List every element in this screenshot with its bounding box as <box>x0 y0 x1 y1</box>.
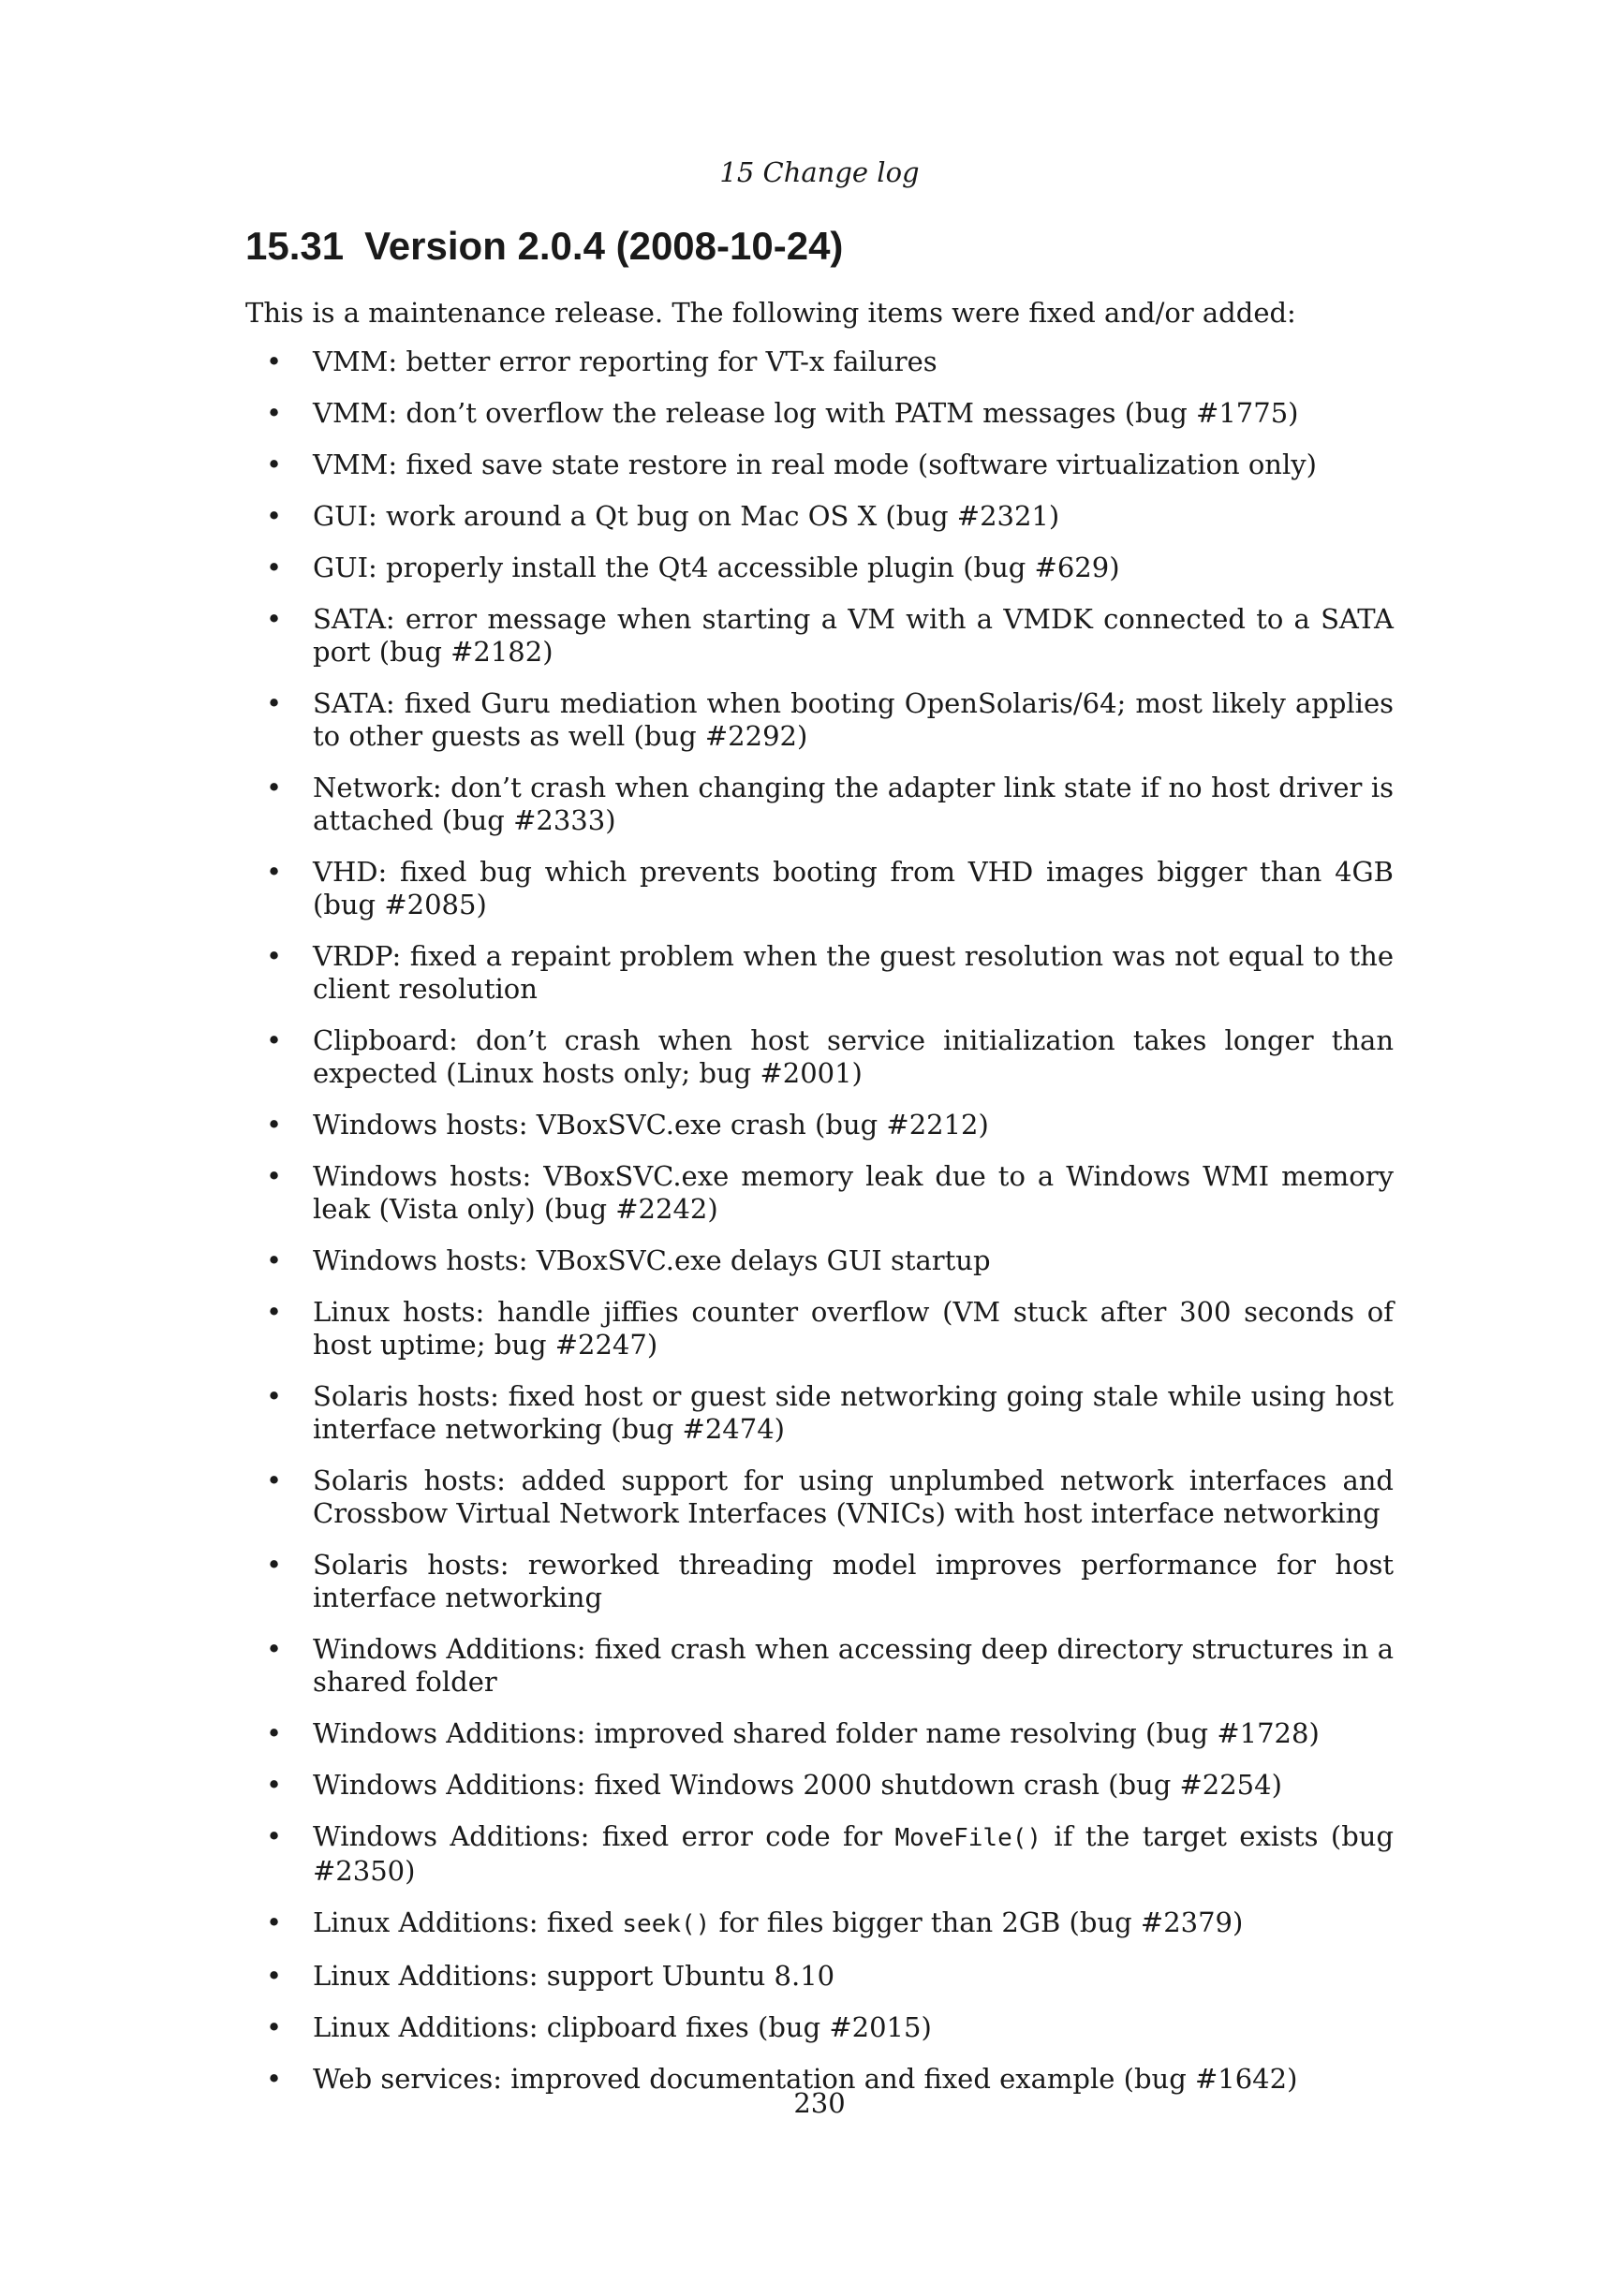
list-item-text: Windows Additions: fixed Windows 2000 shutdown crash (bug #2254) <box>313 1769 1282 1801</box>
bullet-icon: • <box>266 1109 283 1141</box>
list-item-text: SATA: fixed Guru mediation when booting OpenSolaris/64; most likely applies to other guests as well (bug #2292) <box>313 687 1394 752</box>
bullet-icon: • <box>266 1244 283 1276</box>
bullet-icon: • <box>266 1380 283 1412</box>
list-item-text: VMM: don’t overflow the release log with PATM messages (bug #1775) <box>313 397 1299 429</box>
list-item <box>245 1296 1394 1361</box>
list-item <box>245 1960 1394 1993</box>
list-item <box>245 1109 1394 1141</box>
list-item-text: VMM: fixed save state restore in real mode (software virtualization only) <box>313 449 1317 480</box>
list-item-text: Network: don’t crash when changing the adapter link state if no host driver is attached (bug #2333) <box>313 772 1394 836</box>
document-page <box>245 0 1394 2296</box>
list-item <box>245 603 1394 669</box>
bullet-icon: • <box>266 856 283 888</box>
list-item-text: VHD: fixed bug which prevents booting from VHD images bigger than 4GB (bug #2085) <box>313 856 1394 920</box>
bullet-icon: • <box>266 346 283 377</box>
list-item <box>245 687 1394 753</box>
list-item <box>245 449 1394 481</box>
list-item-text: Windows hosts: VBoxSVC.exe crash (bug #2212) <box>313 1109 989 1141</box>
bullet-icon: • <box>266 1717 283 1749</box>
list-item-text: VMM: better error reporting for VT-x failures <box>313 346 937 377</box>
list-item <box>245 1244 1394 1277</box>
list-item-text: Clipboard: don’t crash when host service initialization takes longer than expected (Linux hosts only; bug #2001) <box>313 1024 1394 1089</box>
list-item-text-before-code: Linux Additions: fixed <box>313 1906 623 1938</box>
list-item-text: Solaris hosts: fixed host or guest side networking going stale while using host interface networking (bug #2474) <box>313 1380 1394 1445</box>
bullet-icon: • <box>266 1024 283 1056</box>
list-item <box>245 1024 1394 1090</box>
list-item-text: VRDP: fixed a repaint problem when the guest resolution was not equal to the client resolution <box>313 940 1394 1005</box>
list-item <box>245 772 1394 837</box>
list-item <box>245 1160 1394 1226</box>
bullet-icon: • <box>266 603 283 635</box>
list-item-text: Windows hosts: VBoxSVC.exe memory leak due to a Windows WMI memory leak (Vista only) (bug #2242) <box>313 1160 1394 1225</box>
list-item <box>245 1717 1394 1750</box>
list-item-text-before-code: Windows Additions: fixed error code for <box>313 1820 895 1852</box>
list-item <box>245 552 1394 584</box>
bullet-icon: • <box>266 1549 283 1581</box>
list-item <box>245 856 1394 921</box>
list-item <box>245 397 1394 430</box>
list-item <box>245 1820 1394 1888</box>
list-item-text: Web services: improved documentation and fixed example (bug #1642) <box>313 2063 1298 2095</box>
list-item-text: SATA: error message when starting a VM with a VMDK connected to a SATA port (bug #2182) <box>313 603 1394 668</box>
list-item-text-after-code: if the target exists (bug #2350) <box>313 1820 1395 1887</box>
bullet-icon: • <box>266 500 283 532</box>
list-item-text: GUI: work around a Qt bug on Mac OS X (bug #2321) <box>313 500 1060 532</box>
list-item-text: Windows hosts: VBoxSVC.exe delays GUI startup <box>313 1244 991 1276</box>
list-item <box>245 346 1394 378</box>
list-item-text: Linux Additions: clipboard fixes (bug #2015) <box>313 2011 932 2043</box>
bullet-icon: • <box>266 687 283 719</box>
bullet-icon: • <box>266 2063 283 2095</box>
code-identifier: MoveFile() <box>894 1824 1042 1852</box>
list-item-text: Solaris hosts: reworked threading model improves performance for host interface networking <box>313 1549 1394 1613</box>
running-header: 15 Change log <box>719 156 920 188</box>
list-item-text: Windows Additions: fixed crash when accessing deep directory structures in a shared folder <box>313 1633 1394 1698</box>
list-item <box>245 1769 1394 1802</box>
section-title-text: Version 2.0.4 (2008-10-24) <box>364 224 844 268</box>
bullet-icon: • <box>266 1820 283 1852</box>
bullet-icon: • <box>266 397 283 429</box>
list-item-text: Windows Additions: improved shared folder name resolving (bug #1728) <box>313 1717 1320 1749</box>
list-item-text: GUI: properly install the Qt4 accessible plugin (bug #629) <box>313 552 1120 583</box>
list-item <box>245 940 1394 1006</box>
list-item-text: Linux Additions: support Ubuntu 8.10 <box>313 1960 835 1992</box>
list-item-text: Linux hosts: handle jiffies counter overflow (VM stuck after 300 seconds of host uptime; bug #2247) <box>313 1296 1394 1361</box>
bullet-icon: • <box>266 1769 283 1801</box>
bullet-icon: • <box>266 1906 283 1938</box>
list-item <box>245 1380 1394 1446</box>
list-item-text <box>313 1820 1394 1888</box>
bullet-icon: • <box>266 449 283 480</box>
list-item <box>245 1549 1394 1614</box>
bullet-icon: • <box>266 1296 283 1328</box>
list-item-text <box>313 1906 1394 1941</box>
change-list <box>245 346 1394 2114</box>
list-item <box>245 1906 1394 1941</box>
bullet-icon: • <box>266 1464 283 1496</box>
bullet-icon: • <box>266 1960 283 1992</box>
bullet-icon: • <box>266 772 283 803</box>
intro-paragraph: This is a maintenance release. The following items were fixed and/or added: <box>245 297 1296 329</box>
bullet-icon: • <box>266 2011 283 2043</box>
code-identifier: seek() <box>622 1910 711 1938</box>
list-item <box>245 500 1394 533</box>
list-item <box>245 1633 1394 1699</box>
section-number: 15.31 <box>245 224 345 268</box>
list-item-text-after-code: for files bigger than 2GB (bug #2379) <box>710 1906 1244 1938</box>
page-number: 230 <box>793 2087 846 2119</box>
list-item <box>245 2011 1394 2044</box>
bullet-icon: • <box>266 552 283 583</box>
bullet-icon: • <box>266 940 283 972</box>
list-item <box>245 1464 1394 1530</box>
section-heading <box>245 221 843 272</box>
bullet-icon: • <box>266 1633 283 1665</box>
bullet-icon: • <box>266 1160 283 1192</box>
list-item-text: Solaris hosts: added support for using unplumbed network interfaces and Crossbow Virtual Network Interfaces (VNICs) with host interface networking <box>313 1464 1394 1529</box>
